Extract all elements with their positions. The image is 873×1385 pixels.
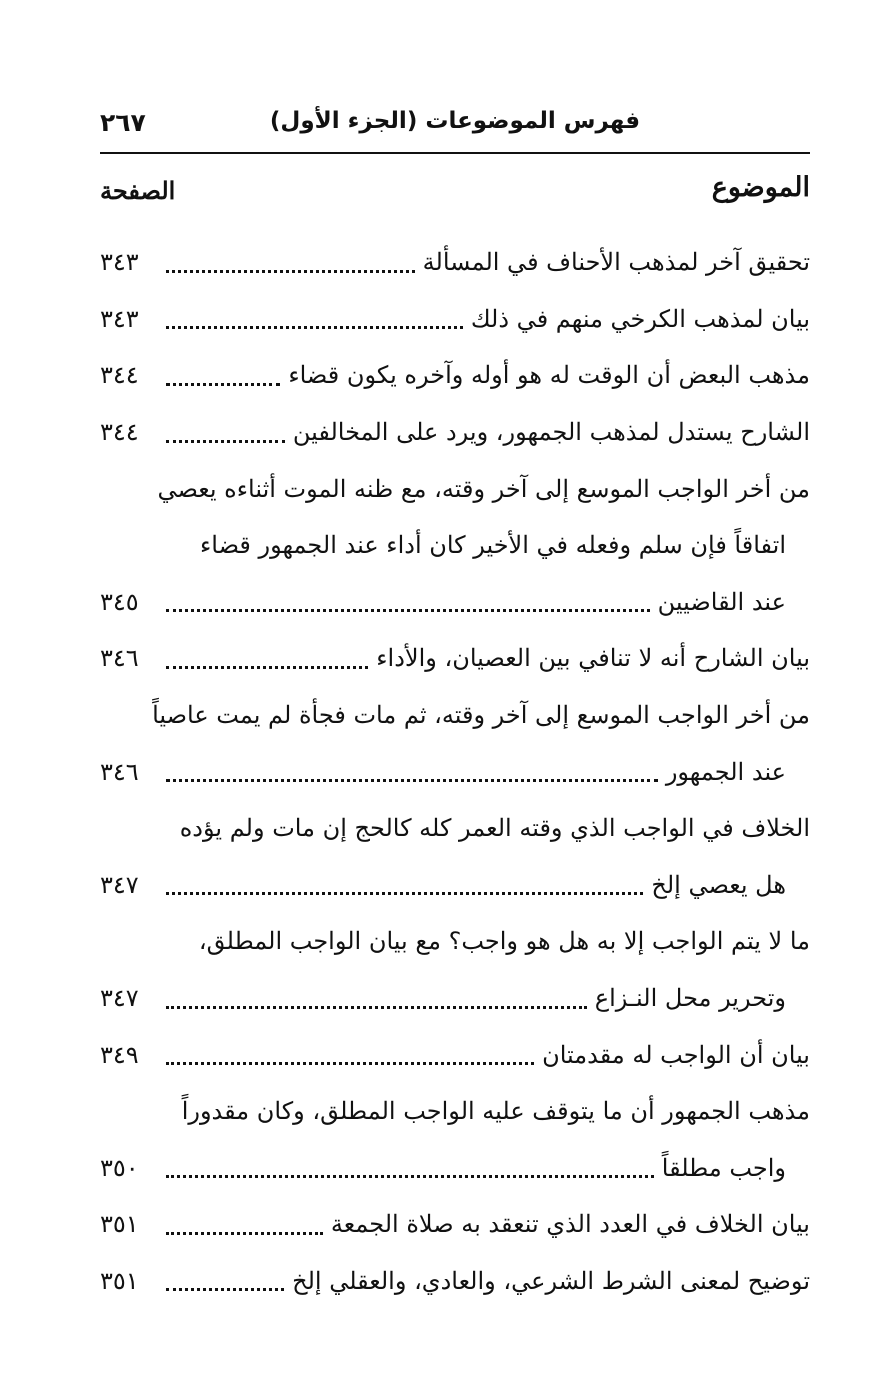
entry-text: بيان الخلاف في العدد الذي تنعقد به صلاة الجمعة <box>330 1210 810 1239</box>
entry-text: واجب مطلقاً <box>661 1153 786 1182</box>
entry-text: بيان لمذهب الكرخي منهم في ذلك <box>470 304 810 333</box>
index-entry-continuation <box>100 970 810 1027</box>
entry-text: تحقيق آخر لمذهب الأحناف في المسألة <box>422 248 810 277</box>
entry-text: مذهب البعض أن الوقت له هو أوله وآخره يكون قضاء <box>288 361 810 390</box>
entry-page-number: ٣٤٤ <box>100 361 139 390</box>
entry-page-number: ٣٤٦ <box>100 757 139 786</box>
dot-leader <box>166 1006 587 1009</box>
index-entry <box>100 291 810 348</box>
entry-text: اتفاقاً فإن سلم وفعله في الأخير كان أداء عند الجمهور قضاء <box>199 531 786 560</box>
dot-leader <box>166 1288 284 1291</box>
index-entry <box>100 1253 810 1310</box>
index-entry <box>100 1196 810 1253</box>
entry-text: وتحرير محل النـزاع <box>594 984 786 1013</box>
index-entry-continuation <box>100 574 810 631</box>
index-entry <box>100 347 810 404</box>
dot-leader <box>166 666 368 669</box>
dot-leader <box>166 326 463 329</box>
page-column-heading: الصفحة <box>100 176 176 205</box>
column-headings <box>100 172 810 217</box>
entry-page-number: ٣٤٧ <box>100 984 139 1013</box>
index-entry <box>100 800 810 857</box>
topic-column-heading: الموضوع <box>711 172 810 203</box>
entry-text: بيان الشارح أنه لا تنافي بين العصيان، والأداء <box>376 644 810 673</box>
entry-text: الخلاف في الواجب الذي وقته العمر كله كالحج إن مات ولم يؤده <box>179 814 810 843</box>
dot-leader <box>166 440 285 443</box>
running-title: فهرس الموضوعات (الجزء الأول) <box>269 108 641 134</box>
dot-leader <box>166 383 280 386</box>
entry-text: من أخر الواجب الموسع إلى آخر وقته، مع ظنه الموت أثناءه يعصي <box>157 474 810 503</box>
index-entry <box>100 234 810 291</box>
page-number: ٢٦٧ <box>100 108 146 137</box>
entry-page-number: ٣٤٩ <box>100 1040 139 1069</box>
entry-text: عند الجمهور <box>665 757 786 786</box>
dot-leader <box>166 892 643 895</box>
entry-page-number: ٣٥٠ <box>100 1153 139 1182</box>
index-entry <box>100 1083 810 1140</box>
entry-text: بيان أن الواجب له مقدمتان <box>542 1040 810 1069</box>
index-entry <box>100 913 810 970</box>
entry-page-number: ٣٥١ <box>100 1210 139 1239</box>
entry-page-number: ٣٤٣ <box>100 304 139 333</box>
entry-page-number: ٣٤٣ <box>100 248 139 277</box>
index-entry-continuation <box>100 857 810 914</box>
dot-leader <box>166 1175 654 1178</box>
entry-text: من أخر الواجب الموسع إلى آخر وقته، ثم مات فجأة لم يمت عاصياً <box>152 701 810 730</box>
running-header <box>100 108 810 148</box>
index-entry-continuation <box>100 1140 810 1197</box>
entry-page-number: ٣٤٧ <box>100 870 139 899</box>
header-rule <box>100 152 810 154</box>
index-entry <box>100 404 810 461</box>
entry-text: ما لا يتم الواجب إلا به هل هو واجب؟ مع بيان الواجب المطلق، <box>198 927 810 956</box>
index-entry-continuation <box>100 517 810 574</box>
entry-text: عند القاضيين <box>657 587 786 616</box>
dot-leader <box>166 1062 534 1065</box>
entry-page-number: ٣٤٦ <box>100 644 139 673</box>
index-entries <box>100 234 810 1309</box>
entry-page-number: ٣٥١ <box>100 1266 139 1295</box>
dot-leader <box>166 779 658 782</box>
index-entry <box>100 630 810 687</box>
index-entry <box>100 460 810 517</box>
index-entry <box>100 1026 810 1083</box>
index-entry <box>100 687 810 744</box>
dot-leader <box>166 1232 323 1235</box>
entry-page-number: ٣٤٥ <box>100 587 139 616</box>
index-entry-continuation <box>100 743 810 800</box>
entry-page-number: ٣٤٤ <box>100 418 139 447</box>
entry-text: توضيح لمعنى الشرط الشرعي، والعادي، والعقلي إلخ <box>292 1266 810 1295</box>
dot-leader <box>166 609 650 612</box>
entry-text: مذهب الجمهور أن ما يتوقف عليه الواجب المطلق، وكان مقدوراً <box>181 1097 810 1126</box>
entry-text: الشارح يستدل لمذهب الجمهور، ويرد على المخالفين <box>292 418 810 447</box>
entry-text: هل يعصي إلخ <box>651 870 786 899</box>
dot-leader <box>166 270 415 273</box>
